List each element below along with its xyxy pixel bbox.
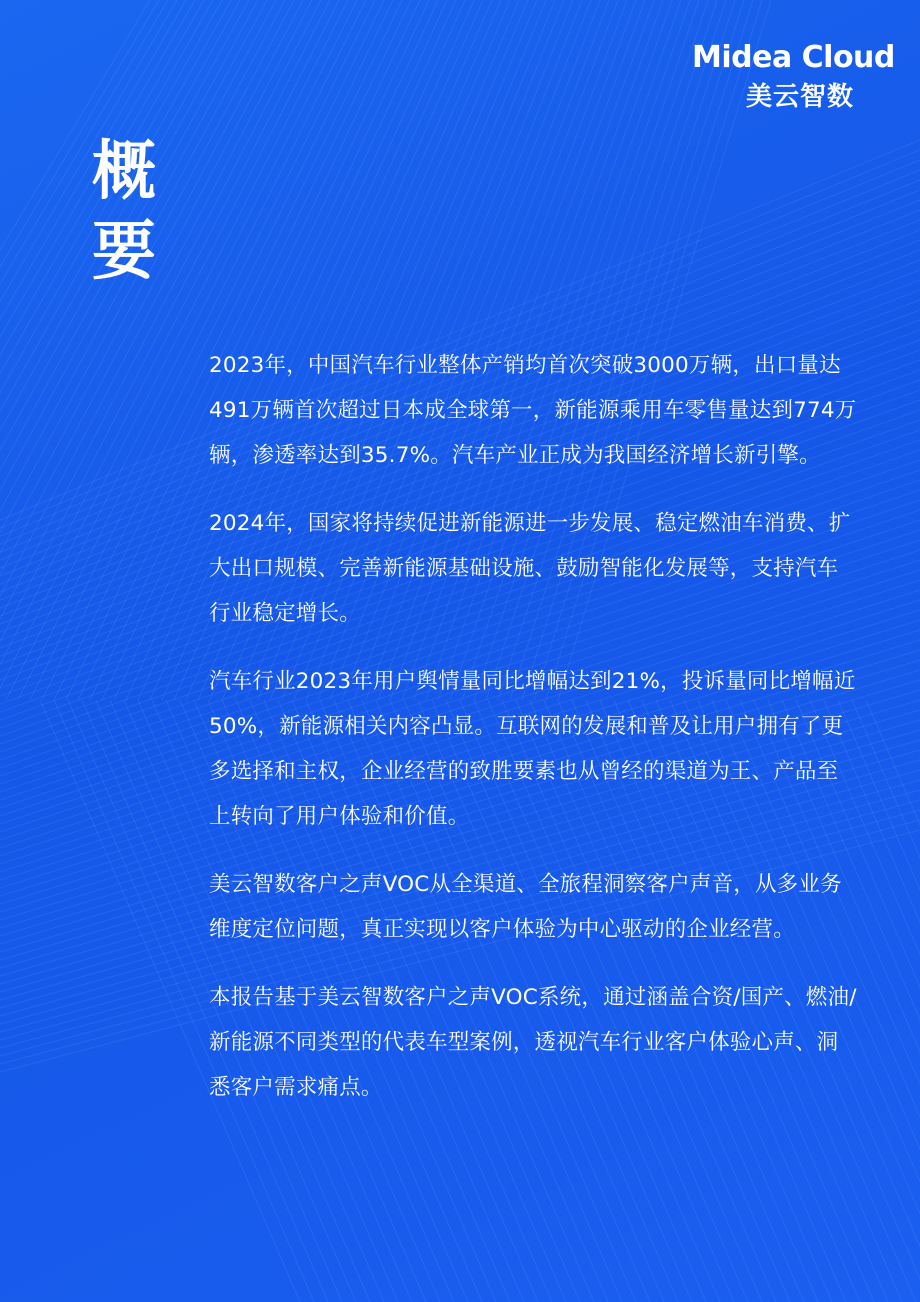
paragraph-market-overview: 2023年，中国汽车行业整体产销均首次突破3000万辆，出口量达491万辆首次超过日本成全球第一，新能源乘用车零售量达到774万辆，渗透率达到35.7%。汽车产业正成为我国经济增长新引擎。 xyxy=(209,353,857,468)
logo-brand-chinese: 美云智数 xyxy=(745,82,854,112)
paragraph-policy-outlook: 2024年，国家将持续促进新能源进一步发展、稳定燃油车消费、扩大出口规模、完善新能源基础设施、鼓励智能化发展等，支持汽车行业稳定增长。 xyxy=(209,511,851,626)
summary-body xyxy=(209,343,859,1133)
title-char-1: 概 xyxy=(92,135,156,209)
page-title xyxy=(92,132,172,292)
midea-cloud-logo xyxy=(692,38,895,114)
title-char-2: 要 xyxy=(92,215,156,289)
logo-brand-english: Midea Cloud xyxy=(692,40,895,75)
paragraph-voc-product: 美云智数客户之声VOC从全渠道、全旅程洞察客户声音，从多业务维度定位问题，真正实现以客户体验为中心驱动的企业经营。 xyxy=(209,872,842,942)
paragraph-report-scope: 本报告基于美云智数客户之声VOC系统，通过涵盖合资/国产、燃油/新能源不同类型的代表车型案例，透视汽车行业客户体验心声、洞悉客户需求痛点。 xyxy=(209,985,857,1100)
paragraph-user-sentiment: 汽车行业2023年用户舆情量同比增幅达到21%，投诉量同比增幅近50%，新能源相关内容凸显。互联网的发展和普及让用户拥有了更多选择和主权，企业经营的致胜要素也从曾经的渠道为王、产品至上转向了用户体验和价值。 xyxy=(209,669,856,829)
